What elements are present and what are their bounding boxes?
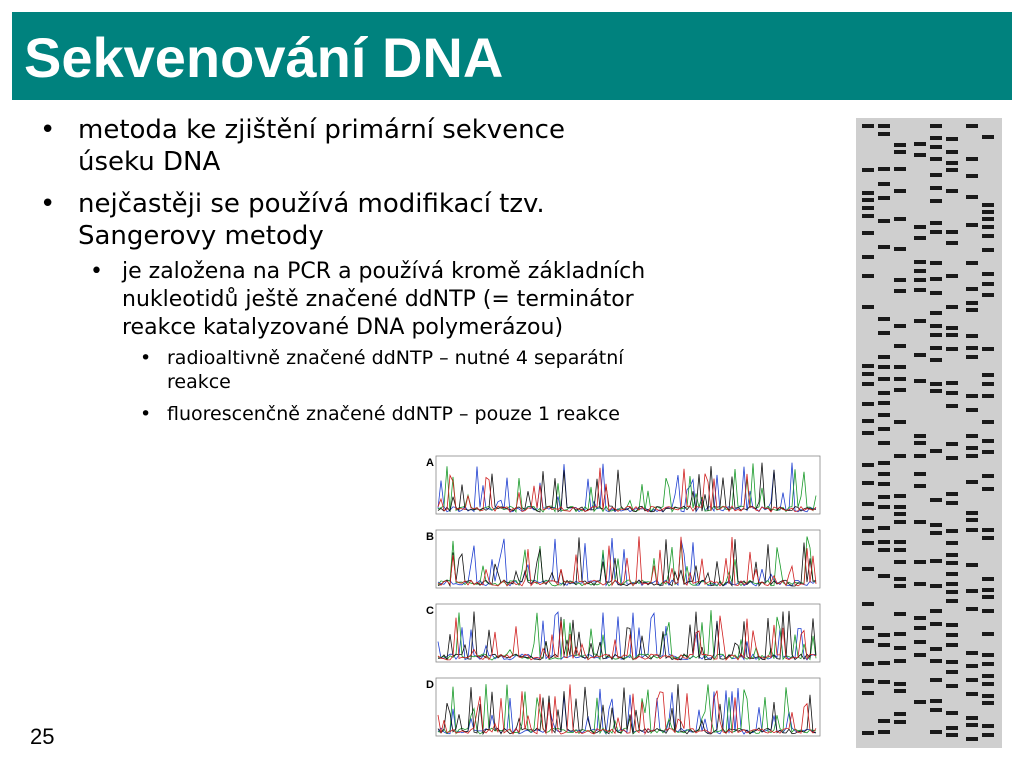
- gel-band: [930, 659, 942, 663]
- gel-band: [894, 689, 906, 693]
- gel-band: [982, 674, 994, 678]
- gel-band: [966, 124, 978, 128]
- gel-band: [982, 272, 994, 276]
- gel-band: [966, 157, 978, 161]
- gel-band: [946, 726, 958, 730]
- trace-panel-label: D: [426, 679, 434, 691]
- gel-band: [930, 346, 942, 350]
- gel-band: [946, 711, 958, 715]
- gel-band: [966, 394, 978, 398]
- gel-band: [914, 653, 926, 657]
- gel-band: [878, 505, 890, 509]
- gel-band: [894, 344, 906, 348]
- gel-band: [930, 609, 942, 613]
- page-number: 25: [30, 724, 55, 749]
- gel-band: [966, 195, 978, 199]
- gel-band: [914, 353, 926, 357]
- gel-band: [878, 548, 890, 552]
- gel-band: [862, 541, 874, 545]
- bullet-line: je založena na PCR a používá kromě základních: [122, 259, 646, 284]
- gel-band: [878, 427, 890, 431]
- gel-band: [982, 588, 994, 592]
- gel-band: [914, 269, 926, 273]
- bullet-item: [167, 346, 624, 394]
- gel-band: [862, 305, 874, 309]
- gel-band: [966, 651, 978, 655]
- gel-band: [914, 434, 926, 438]
- gel-band: [930, 358, 942, 362]
- gel-band: [878, 182, 890, 186]
- gel-band: [982, 420, 994, 424]
- gel-band: [894, 247, 906, 251]
- gel-band: [982, 217, 994, 221]
- gel-band: [966, 355, 978, 359]
- gel-band: [878, 219, 890, 223]
- bullet-marker: •: [40, 189, 56, 219]
- gel-band: [982, 210, 994, 214]
- gel-band: [966, 664, 978, 668]
- gel-band: [894, 512, 906, 516]
- gel-band: [982, 439, 994, 443]
- gel-band: [982, 609, 994, 613]
- gel-band: [946, 456, 958, 460]
- gel-band: [878, 377, 890, 381]
- gel-band: [878, 331, 890, 335]
- gel-band: [878, 540, 890, 544]
- gel-band: [966, 334, 978, 338]
- bullet-marker: •: [40, 115, 56, 145]
- trace-panel-label: A: [426, 457, 434, 469]
- gel-band: [862, 372, 874, 376]
- gel-band: [982, 248, 994, 252]
- gel-band: [930, 708, 942, 712]
- gel-band: [966, 287, 978, 291]
- gel-band: [946, 189, 958, 193]
- gel-band: [894, 388, 906, 392]
- gel-band: [930, 584, 942, 588]
- gel-band: [894, 505, 906, 509]
- gel-band: [878, 365, 890, 369]
- gel-band: [946, 274, 958, 278]
- gel-band: [894, 150, 906, 154]
- gel-band: [982, 682, 994, 686]
- gel-band: [914, 700, 926, 704]
- gel-band: [914, 472, 926, 476]
- gel-band: [894, 548, 906, 552]
- gel-band: [946, 347, 958, 351]
- bullet-line: reakce katalyzované DNA polymerázou): [122, 315, 564, 340]
- gel-band: [982, 632, 994, 636]
- sequencing-gel-image: [856, 118, 1002, 748]
- gel-band: [894, 365, 906, 369]
- gel-band: [946, 553, 958, 557]
- gel-band: [946, 305, 958, 309]
- gel-band: [946, 561, 958, 565]
- gel-band: [894, 143, 906, 147]
- gel-band: [966, 716, 978, 720]
- gel-band: [878, 355, 890, 359]
- gel-band: [966, 346, 978, 350]
- gel-band: [894, 560, 906, 564]
- gel-band: [946, 633, 958, 637]
- gel-band: [930, 324, 942, 328]
- gel-band: [862, 662, 874, 666]
- gel-band: [946, 442, 958, 446]
- bullet-line: reakce: [167, 371, 231, 393]
- gel-band: [982, 487, 994, 491]
- gel-band: [946, 670, 958, 674]
- gel-band: [982, 382, 994, 386]
- gel-band: [946, 660, 958, 664]
- gel-band: [894, 454, 906, 458]
- gel-band: [862, 731, 874, 735]
- gel-band: [966, 511, 978, 515]
- gel-band: [914, 142, 926, 146]
- gel-band: [878, 643, 890, 647]
- gel-band: [862, 502, 874, 506]
- gel-band: [862, 274, 874, 278]
- gel-band: [878, 317, 890, 321]
- gel-band: [982, 293, 994, 297]
- gel-band: [862, 168, 874, 172]
- gel-band: [930, 333, 942, 337]
- gel-band: [930, 173, 942, 177]
- gel-band: [930, 730, 942, 734]
- gel-band: [982, 347, 994, 351]
- gel-band: [862, 529, 874, 533]
- bullet-line: Sangerovy metody: [78, 221, 324, 251]
- gel-band: [930, 157, 942, 161]
- gel-band: [982, 528, 994, 532]
- gel-band: [862, 382, 874, 386]
- gel-band: [946, 241, 958, 245]
- gel-band: [862, 679, 874, 683]
- gel-band: [946, 161, 958, 165]
- gel-band: [930, 498, 942, 502]
- gel-band: [966, 408, 978, 412]
- gel-band: [862, 364, 874, 368]
- gel-band: [930, 124, 942, 128]
- gel-band: [966, 174, 978, 178]
- gel-band: [878, 401, 890, 405]
- trace-panel-label: B: [426, 531, 434, 543]
- gel-band: [894, 720, 906, 724]
- gel-band: [862, 191, 874, 195]
- trace-panel-label: C: [426, 605, 434, 617]
- bullet-item: [78, 114, 565, 178]
- gel-band: [982, 450, 994, 454]
- gel-band: [982, 662, 994, 666]
- gel-band: [914, 626, 926, 630]
- gel-band: [862, 463, 874, 467]
- gel-band: [946, 684, 958, 688]
- gel-band: [930, 311, 942, 315]
- gel-band: [946, 391, 958, 395]
- gel-band: [914, 379, 926, 383]
- gel-band: [862, 255, 874, 259]
- gel-band: [914, 288, 926, 292]
- gel-band: [862, 198, 874, 202]
- gel-band: [946, 643, 958, 647]
- gel-band: [982, 203, 994, 207]
- gel-band: [894, 577, 906, 581]
- gel-band: [914, 582, 926, 586]
- gel-band: [946, 326, 958, 330]
- gel-band: [914, 640, 926, 644]
- gel-band: [878, 461, 890, 465]
- gel-band: [878, 132, 890, 136]
- gel-band: [878, 730, 890, 734]
- gel-band: [862, 567, 874, 571]
- gel-band: [878, 482, 890, 486]
- bullet-item: [78, 188, 545, 252]
- gel-band: [930, 559, 942, 563]
- gel-band: [862, 639, 874, 643]
- gel-band: [946, 529, 958, 533]
- gel-band: [966, 737, 978, 741]
- gel-band: [914, 225, 926, 229]
- gel-band: [914, 520, 926, 524]
- gel-band: [894, 712, 906, 716]
- gel-band: [946, 623, 958, 627]
- gel-band: [862, 206, 874, 210]
- gel-band: [982, 474, 994, 478]
- gel-band: [966, 692, 978, 696]
- gel-band: [982, 234, 994, 238]
- gel-band: [966, 589, 978, 593]
- gel-band: [982, 394, 994, 398]
- gel-band: [946, 137, 958, 141]
- gel-band: [894, 632, 906, 636]
- gel-band: [966, 308, 978, 312]
- bullet-line: úseku DNA: [78, 147, 221, 177]
- gel-band: [930, 699, 942, 703]
- gel-band: [982, 595, 994, 599]
- gel-band: [878, 574, 890, 578]
- gel-band: [894, 324, 906, 328]
- gel-band: [894, 584, 906, 588]
- bullet-line: radioaltivně značené ddNTP – nutné 4 separátní: [167, 347, 624, 369]
- gel-band: [894, 189, 906, 193]
- gel-band: [914, 236, 926, 240]
- gel-band: [894, 540, 906, 544]
- gel-band: [862, 691, 874, 695]
- gel-band: [930, 291, 942, 295]
- gel-band: [982, 653, 994, 657]
- gel-band: [894, 278, 906, 282]
- gel-band: [862, 602, 874, 606]
- gel-band: [878, 633, 890, 637]
- gel-band: [930, 145, 942, 149]
- gel-band: [878, 661, 890, 665]
- gel-band: [966, 446, 978, 450]
- gel-band: [878, 472, 890, 476]
- gel-band: [878, 719, 890, 723]
- gel-band: [894, 682, 906, 686]
- gel-band: [930, 622, 942, 626]
- gel-band: [930, 221, 942, 225]
- gel-band: [894, 520, 906, 524]
- gel-band: [966, 723, 978, 727]
- gel-band: [946, 599, 958, 603]
- gel-band: [982, 724, 994, 728]
- gel-band: [894, 659, 906, 663]
- gel-band: [946, 404, 958, 408]
- gel-band: [946, 501, 958, 505]
- gel-band: [946, 381, 958, 385]
- gel-band: [914, 441, 926, 445]
- gel-band: [894, 289, 906, 293]
- gel-band: [914, 319, 926, 323]
- gel-band: [862, 516, 874, 520]
- gel-band: [930, 136, 942, 140]
- gel-band: [914, 454, 926, 458]
- gel-band: [930, 449, 942, 453]
- gel-band: [930, 647, 942, 651]
- gel-band: [946, 572, 958, 576]
- gel-band: [930, 230, 942, 234]
- bullet-line: nejčastěji se používá modifikací tzv.: [78, 189, 545, 219]
- gel-band: [914, 278, 926, 282]
- gel-band: [930, 531, 942, 535]
- gel-band: [946, 590, 958, 594]
- gel-band: [930, 186, 942, 190]
- gel-band: [966, 223, 978, 227]
- gel-band: [946, 230, 958, 234]
- gel-band: [946, 333, 958, 337]
- gel-band: [894, 217, 906, 221]
- gel-band: [966, 480, 978, 484]
- gel-band: [930, 382, 942, 386]
- gel-band: [982, 282, 994, 286]
- gel-band: [966, 528, 978, 532]
- gel-band: [878, 413, 890, 417]
- slide-title: Sekvenování DNA: [24, 26, 504, 89]
- gel-band: [946, 168, 958, 172]
- gel-band: [862, 626, 874, 630]
- gel-band: [982, 577, 994, 581]
- gel-band: [982, 701, 994, 705]
- gel-band: [894, 377, 906, 381]
- gel-band: [966, 454, 978, 458]
- gel-band: [946, 541, 958, 545]
- gel-band: [878, 680, 890, 684]
- gel-band: [930, 523, 942, 527]
- gel-band: [878, 124, 890, 128]
- gel-band: [862, 124, 874, 128]
- bullet-line: nukleotidů ještě značené ddNTP (= terminátor: [122, 287, 634, 312]
- gel-band: [894, 646, 906, 650]
- gel-band: [966, 261, 978, 265]
- gel-band: [862, 481, 874, 485]
- gel-band: [914, 484, 926, 488]
- gel-band: [894, 420, 906, 424]
- gel-band: [914, 260, 926, 264]
- gel-band: [966, 563, 978, 567]
- gel-band: [946, 150, 958, 154]
- bullet-line: fluorescenčně značené ddNTP – pouze 1 reakce: [167, 403, 620, 425]
- gel-band: [966, 607, 978, 611]
- gel-band: [878, 526, 890, 530]
- gel-band: [878, 196, 890, 200]
- gel-band: [946, 582, 958, 586]
- gel-band: [862, 231, 874, 235]
- gel-band: [894, 167, 906, 171]
- gel-band: [894, 494, 906, 498]
- bullet-line: metoda ke zjištění primární sekvence: [78, 115, 565, 145]
- gel-band: [862, 214, 874, 218]
- gel-band: [930, 678, 942, 682]
- gel-band: [966, 434, 978, 438]
- bullet-item: [167, 402, 620, 426]
- bullet-marker: •: [90, 259, 103, 284]
- gel-band: [914, 616, 926, 620]
- gel-band: [878, 245, 890, 249]
- gel-band: [930, 277, 942, 281]
- gel-band: [930, 389, 942, 393]
- gel-band: [982, 135, 994, 139]
- gel-band: [946, 733, 958, 737]
- gel-band: [878, 391, 890, 395]
- gel-band: [946, 492, 958, 496]
- gel-band: [982, 536, 994, 540]
- gel-band: [894, 612, 906, 616]
- gel-band: [862, 402, 874, 406]
- gel-band: [966, 678, 978, 682]
- gel-band: [982, 225, 994, 229]
- chromatogram-image: [424, 452, 822, 744]
- gel-band: [878, 495, 890, 499]
- gel-band: [966, 518, 978, 522]
- gel-band: [966, 301, 978, 305]
- gel-band: [930, 261, 942, 265]
- gel-band: [878, 167, 890, 171]
- gel-band: [862, 431, 874, 435]
- gel-band: [982, 373, 994, 377]
- bullet-item: [122, 258, 645, 342]
- gel-band: [878, 441, 890, 445]
- gel-band: [914, 153, 926, 157]
- bullet-marker: •: [140, 347, 152, 369]
- bullet-marker: •: [140, 403, 152, 425]
- gel-band: [930, 199, 942, 203]
- gel-band: [862, 419, 874, 423]
- gel-band: [982, 733, 994, 737]
- gel-band: [914, 560, 926, 564]
- gel-band: [982, 694, 994, 698]
